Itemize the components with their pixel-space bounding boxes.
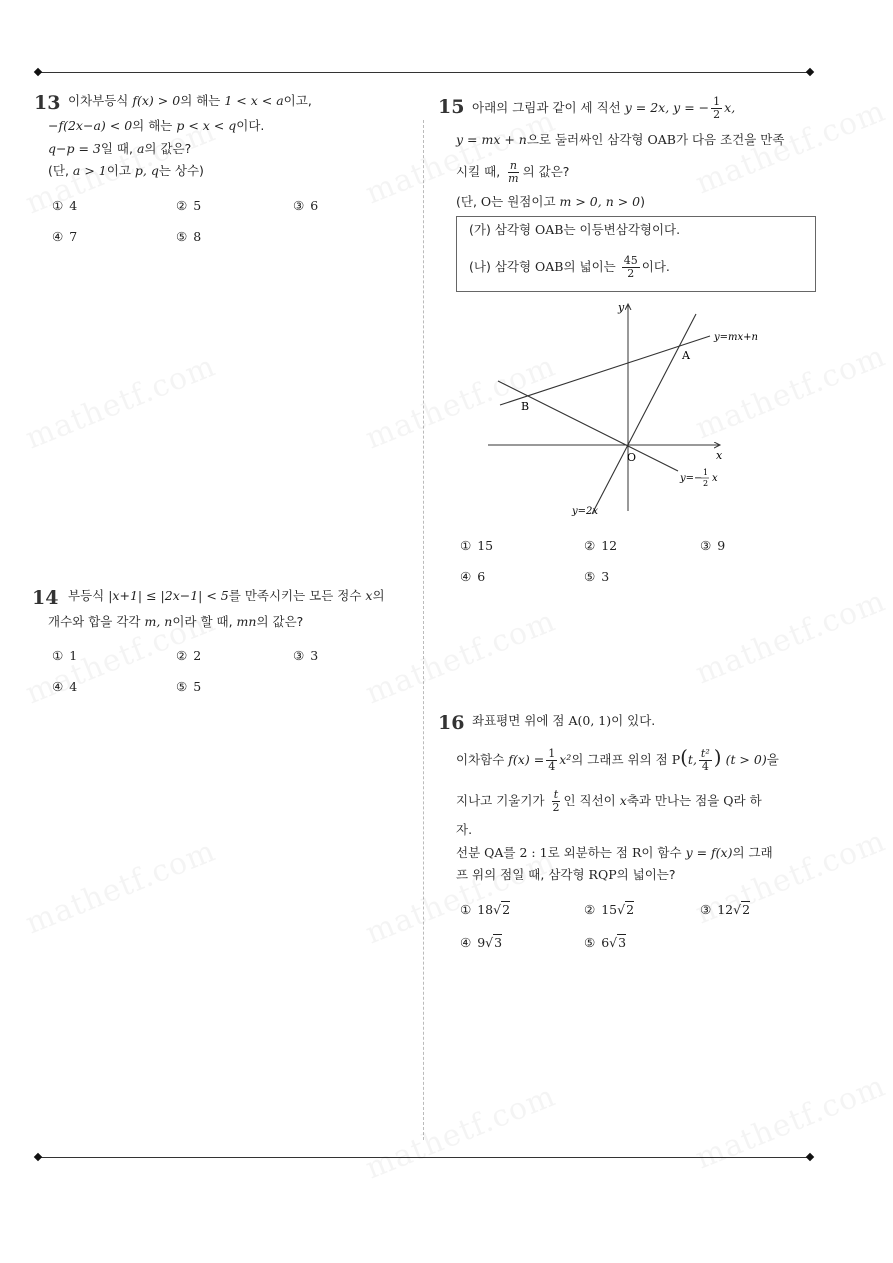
text: (나) 삼각형 — [469, 259, 532, 274]
numerator: 45 — [623, 254, 638, 267]
text: 좌표평면 위에 점 — [472, 713, 565, 728]
choice-mark: ③ — [293, 198, 305, 213]
text: 부등식 — [68, 588, 105, 603]
math: p, q — [134, 163, 159, 178]
line-y-neg-half-x — [498, 381, 678, 471]
q14-choice-5[interactable] — [176, 679, 201, 694]
text: 를 만족시키는 모든 정수 — [228, 588, 362, 603]
math: QA — [484, 845, 504, 860]
q15-condition-box — [456, 216, 816, 292]
text: 의 해는 — [132, 118, 173, 133]
denominator: 2 — [627, 267, 635, 280]
math: x — [619, 793, 627, 808]
watermark — [361, 604, 561, 712]
question-13-number: 13 — [34, 92, 61, 114]
math: mn — [236, 614, 257, 629]
math: (t > 0) — [725, 752, 767, 767]
sqrt: √2 — [733, 902, 751, 917]
q13-choice-2[interactable] — [176, 198, 201, 213]
q16-line-1 — [472, 712, 655, 730]
numerator: n — [509, 159, 517, 172]
text: 의 값은? — [144, 141, 192, 156]
choice-coefficient: 9 — [477, 935, 486, 950]
text: (단, — [48, 163, 69, 178]
q16-line-5 — [456, 844, 773, 862]
math: 2 : 1 — [519, 845, 548, 860]
fraction — [506, 160, 520, 185]
point-a-label: A — [682, 349, 690, 362]
radicand: 2 — [502, 902, 511, 917]
math: y = − — [673, 100, 710, 115]
text: 라 하 — [733, 793, 762, 808]
text: 의 값은? — [522, 164, 570, 179]
choice-mark: ⑤ — [176, 229, 188, 244]
math: 1 < x < a — [224, 93, 284, 108]
q16-choice-4[interactable] — [460, 935, 502, 950]
choice-value: 8 — [193, 229, 202, 244]
text: 이고, — [283, 93, 312, 108]
q15-line-3 — [456, 160, 569, 185]
text: (가) 삼각형 — [469, 222, 532, 237]
choice-mark: ⑤ — [176, 679, 188, 694]
math: OAB — [647, 132, 676, 147]
question-14-number: 14 — [32, 587, 59, 609]
choice-value: 6 — [310, 198, 319, 213]
label-neg-numerator: 1 — [703, 468, 709, 477]
text: 이라 할 때, — [172, 614, 233, 629]
text: 으로 둘러싸인 삼각형 — [526, 132, 644, 147]
math: OAB — [535, 222, 564, 237]
fraction — [622, 255, 640, 280]
text: 이다. — [641, 259, 670, 274]
choice-value: 7 — [69, 229, 78, 244]
text: 프 위의 점일 때, 삼각형 — [456, 867, 585, 882]
choice-value: 15 — [477, 538, 494, 553]
math: a > 1 — [72, 163, 107, 178]
choice-mark: ④ — [460, 935, 472, 950]
math: f(x) > 0 — [132, 93, 181, 108]
q16-choice-1[interactable] — [460, 902, 510, 917]
q15-choice-5[interactable] — [584, 569, 609, 584]
question-16-number: 16 — [438, 712, 465, 734]
q14-line-1 — [68, 587, 385, 605]
choice-coefficient: 15 — [601, 902, 618, 917]
text: 이 함수 — [641, 845, 682, 860]
choice-value: 5 — [193, 679, 202, 694]
text: 이차함수 — [456, 752, 505, 767]
bottom-rule — [38, 1157, 810, 1158]
math: y = mx + n — [456, 132, 527, 147]
text: 의 해는 — [180, 93, 221, 108]
text: 인 직선이 — [563, 793, 616, 808]
line-y-2x — [592, 314, 696, 514]
text: 는 상수) — [158, 163, 204, 178]
choice-mark: ③ — [293, 648, 305, 663]
math: RQP — [588, 867, 617, 882]
q15-line-1 — [472, 96, 735, 121]
math: R — [631, 845, 642, 860]
choice-mark: ② — [584, 902, 596, 917]
q16-choice-3[interactable] — [700, 902, 750, 917]
line-y-mx-n — [500, 336, 710, 405]
text: 축과 만나는 점을 — [626, 793, 720, 808]
text: 의 값은? — [256, 614, 304, 629]
text: 개수와 합을 각각 — [48, 614, 141, 629]
choice-mark: ④ — [52, 229, 64, 244]
math: t, — [687, 752, 697, 767]
choice-mark: ② — [584, 538, 596, 553]
text: 시킬 때, — [456, 164, 501, 179]
text: 선분 — [456, 845, 481, 860]
numerator: t — [553, 788, 559, 801]
q16-line-2: 이차함수 f(x) = $\frac{1}{4}$ x²의 그래프 위의 점 P(t, $\frac{\text{t²}}{4}$ ) (t > 0)을 — [456, 745, 779, 773]
sqrt: √2 — [493, 902, 511, 917]
choice-mark: ④ — [460, 569, 472, 584]
math: f(x) = — [508, 752, 545, 767]
choice-coefficient: 12 — [717, 902, 734, 917]
q15-choice-1[interactable] — [460, 538, 493, 553]
q16-line-4: 자. — [456, 822, 473, 837]
math: x² — [559, 752, 572, 767]
choice-mark: ④ — [52, 679, 64, 694]
text: 아래의 그림과 같이 세 직선 — [472, 100, 621, 115]
q14-line-2 — [48, 613, 303, 631]
choice-value: 3 — [310, 648, 319, 663]
math: y = f(x) — [685, 845, 733, 860]
q15-coordinate-graph — [480, 298, 780, 520]
fraction — [711, 96, 722, 121]
text: 지나고 기울기가 — [456, 793, 545, 808]
text: 일 때, — [100, 141, 133, 156]
radicand: 3 — [494, 935, 503, 950]
choice-value: 6 — [477, 569, 486, 584]
q13-choice-5[interactable] — [176, 229, 201, 244]
y-axis-label: y — [618, 301, 625, 314]
math: q−p = 3 — [48, 141, 101, 156]
choice-mark: ① — [460, 902, 472, 917]
text: 이고 — [106, 163, 131, 178]
fraction — [699, 748, 712, 773]
watermark — [691, 584, 891, 692]
q14-choice-4[interactable] — [52, 679, 77, 694]
denominator: 4 — [701, 760, 709, 773]
point-b-label: B — [521, 400, 530, 413]
choice-mark: ⑤ — [584, 569, 596, 584]
choice-value: 1 — [69, 648, 78, 663]
q15-line-4 — [456, 193, 645, 211]
choice-mark: ① — [52, 198, 64, 213]
q13-line-1 — [68, 92, 312, 110]
choice-value: 12 — [601, 538, 618, 553]
text: 이 있다. — [611, 713, 656, 728]
numerator: t² — [700, 747, 710, 760]
label-y-2x: y=2x — [572, 506, 599, 517]
q15-condition-a — [469, 221, 680, 239]
choice-mark: ③ — [700, 902, 712, 917]
text: 을 — [766, 752, 779, 767]
q16-choice-2[interactable] — [584, 902, 634, 917]
choice-mark: ① — [460, 538, 472, 553]
q15-choice-3[interactable] — [700, 538, 725, 553]
math: m, n — [144, 614, 173, 629]
label-y-neg: y=− — [680, 473, 703, 484]
math: O — [480, 194, 492, 209]
math: OAB — [535, 259, 564, 274]
q13-line-2 — [48, 117, 264, 135]
choice-mark: ② — [176, 648, 188, 663]
choice-mark: ⑤ — [584, 935, 596, 950]
text: 로 외분하는 점 — [547, 845, 628, 860]
x-axis-label: x — [716, 449, 723, 462]
label-neg-x: x — [712, 473, 718, 484]
q15-line-2 — [456, 131, 784, 149]
sqrt: √3 — [609, 935, 627, 950]
text: 의 — [372, 588, 385, 603]
numerator: 1 — [548, 747, 556, 760]
math: x, — [724, 100, 736, 115]
q15-condition-b — [469, 255, 670, 280]
choice-mark: ③ — [700, 538, 712, 553]
denominator: 2 — [552, 801, 560, 814]
choice-value: 2 — [193, 648, 202, 663]
choice-value: 3 — [601, 569, 610, 584]
choice-coefficient: 6 — [601, 935, 610, 950]
text: 의 넓이는? — [616, 867, 676, 882]
text: 가 다음 조건을 만족 — [675, 132, 785, 147]
q13-choice-3[interactable] — [293, 198, 318, 213]
column-separator — [423, 120, 424, 1140]
math: m > 0, n > 0 — [559, 194, 641, 209]
q13-choice-1[interactable] — [52, 198, 77, 213]
choice-value: 4 — [69, 679, 78, 694]
choice-mark: ① — [52, 648, 64, 663]
fraction — [546, 748, 557, 773]
text: 의 그래 — [732, 845, 773, 860]
denominator: 4 — [548, 760, 556, 773]
top-rule — [38, 72, 810, 73]
denominator: m — [508, 172, 519, 185]
math: Q — [723, 793, 734, 808]
text: 는 원점이고 — [491, 194, 556, 209]
fraction — [550, 789, 561, 814]
text: 는 이등변삼각형이다. — [563, 222, 681, 237]
math: |x+1| ≤ |2x−1| < 5 — [108, 588, 229, 603]
radicand: 2 — [626, 902, 635, 917]
radicand: 3 — [618, 935, 627, 950]
denominator: 2 — [713, 108, 721, 121]
q14-choice-2[interactable] — [176, 648, 201, 663]
text: 이차부등식 — [68, 93, 129, 108]
watermark — [691, 1069, 891, 1177]
radicand: 2 — [742, 902, 751, 917]
text: 이다. — [236, 118, 265, 133]
choice-value: 4 — [69, 198, 78, 213]
choice-value: 9 — [717, 538, 726, 553]
label-neg-denominator: 2 — [703, 479, 709, 488]
q15-choice-4[interactable] — [460, 569, 485, 584]
q15-choice-2[interactable] — [584, 538, 617, 553]
label-y-mx-n: y=mx+n — [714, 332, 758, 343]
math: a — [136, 141, 145, 156]
q16-line-6 — [456, 866, 676, 884]
math: P — [671, 752, 681, 767]
text: (단, — [456, 194, 477, 209]
q13-line-3 — [48, 140, 191, 158]
question-15-number: 15 — [438, 96, 465, 118]
q16-choice-5[interactable] — [584, 935, 626, 950]
choice-value: 5 — [193, 198, 202, 213]
math: x — [365, 588, 373, 603]
watermark — [361, 1079, 561, 1187]
q14-choice-1[interactable] — [52, 648, 77, 663]
math: −f(2x−a) < 0 — [48, 118, 133, 133]
math: y = 2x, — [624, 100, 670, 115]
q14-choice-3[interactable] — [293, 648, 318, 663]
numerator: 1 — [713, 95, 721, 108]
q13-choice-4[interactable] — [52, 229, 77, 244]
text: 의 넓이는 — [563, 259, 616, 274]
sqrt: √3 — [485, 935, 503, 950]
text: 를 — [503, 845, 516, 860]
origin-label: O — [627, 451, 637, 464]
watermark — [21, 349, 221, 457]
math: A(0, 1) — [568, 713, 612, 728]
q16-line-3 — [456, 789, 762, 814]
choice-mark: ② — [176, 198, 188, 213]
sqrt: √2 — [617, 902, 635, 917]
text: 의 그래프 위의 점 — [571, 752, 668, 767]
q13-line-4 — [48, 162, 204, 180]
watermark — [21, 834, 221, 942]
math: p < x < q — [176, 118, 237, 133]
choice-coefficient: 18 — [477, 902, 494, 917]
text: ) — [640, 194, 646, 209]
